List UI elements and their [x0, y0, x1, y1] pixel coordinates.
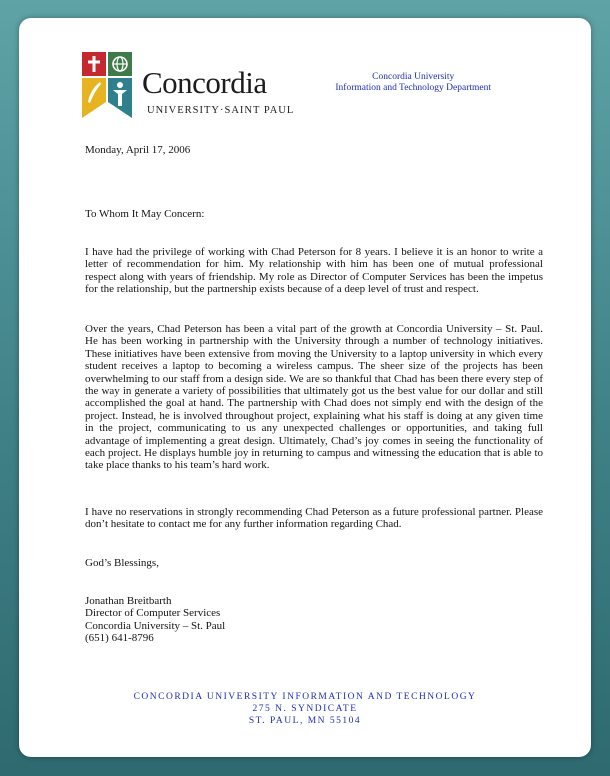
logo-wordmark: Concordia	[142, 65, 267, 100]
department-header	[335, 72, 491, 94]
footer-line-2: 275 N. SYNDICATE	[252, 704, 358, 714]
concordia-logo	[82, 52, 302, 128]
letter-paragraph-2: Over the years, Chad Peterson has been a vital part of the growth at Concordia University – St. Paul. He has been working in partnership with the University through a number of technology initiatives. These initiatives have been extensive from moving the University to a laptop university in which every student receives a laptop to becoming a wireless campus. The sheer size of the projects has been overwhelming to our staff from a design side. We are so thankful that Chad has been there every step of the way in generate a variety of possibilities that ultimately got us the best value for our dollar and still accomplished the goal at hand. The partnership with Chad does not simply end with the design of the project. Instead, he is involved throughout project, explaining what his staff is doing at any given time in the project, communicating to us any unexpected challenges or opportunities, and taking full advantage of implementing a great design. Ultimately, Chad’s joy comes in seeing the functionality of each project. He displays humble joy in returning to campus and witnessing the education that is able to take place thanks to his team’s hard work.	[85, 323, 543, 472]
letter-footer	[19, 691, 591, 727]
letter-paragraph-3: I have no reservations in strongly recommending Chad Peterson as a future professional partner. Please don’t hesitate to contact me for any further information regarding Chad.	[85, 506, 543, 531]
header-line-2: Information and Technology Department	[335, 83, 491, 93]
signature-title: Director of Computer Services	[85, 607, 221, 620]
signature-name: Jonathan Breitbarth	[85, 595, 172, 607]
signature-phone: (651) 641-8796	[85, 632, 154, 645]
letter-salutation: To Whom It May Concern:	[85, 208, 205, 220]
footer-line-3: ST. PAUL, MN 55104	[248, 716, 362, 726]
logo-subtitle: UNIVERSITY·SAINT PAUL	[147, 105, 295, 116]
footer-line-1: CONCORDIA UNIVERSITY INFORMATION AND TECHNOLOGY	[133, 692, 477, 702]
header-line-1: Concordia University	[372, 72, 455, 82]
signature-org: Concordia University – St. Paul	[85, 619, 226, 632]
letter-closing: God’s Blessings,	[85, 557, 159, 569]
letter-paragraph-1: I have had the privilege of working with Chad Peterson for 8 years. I believe it is an honor to write a letter of recommendation for him. My relationship with him has been one of mutual professional respect along with years of friendship. My role as Director of Computer Services has been the impetus for the relationship, but the partnership exists because of a deep level of trust and respect.	[85, 246, 543, 296]
shield-emblem	[82, 52, 132, 128]
letter-date: Monday, April 17, 2006	[85, 144, 191, 156]
signature-block	[85, 595, 543, 645]
letter-page	[19, 18, 591, 757]
